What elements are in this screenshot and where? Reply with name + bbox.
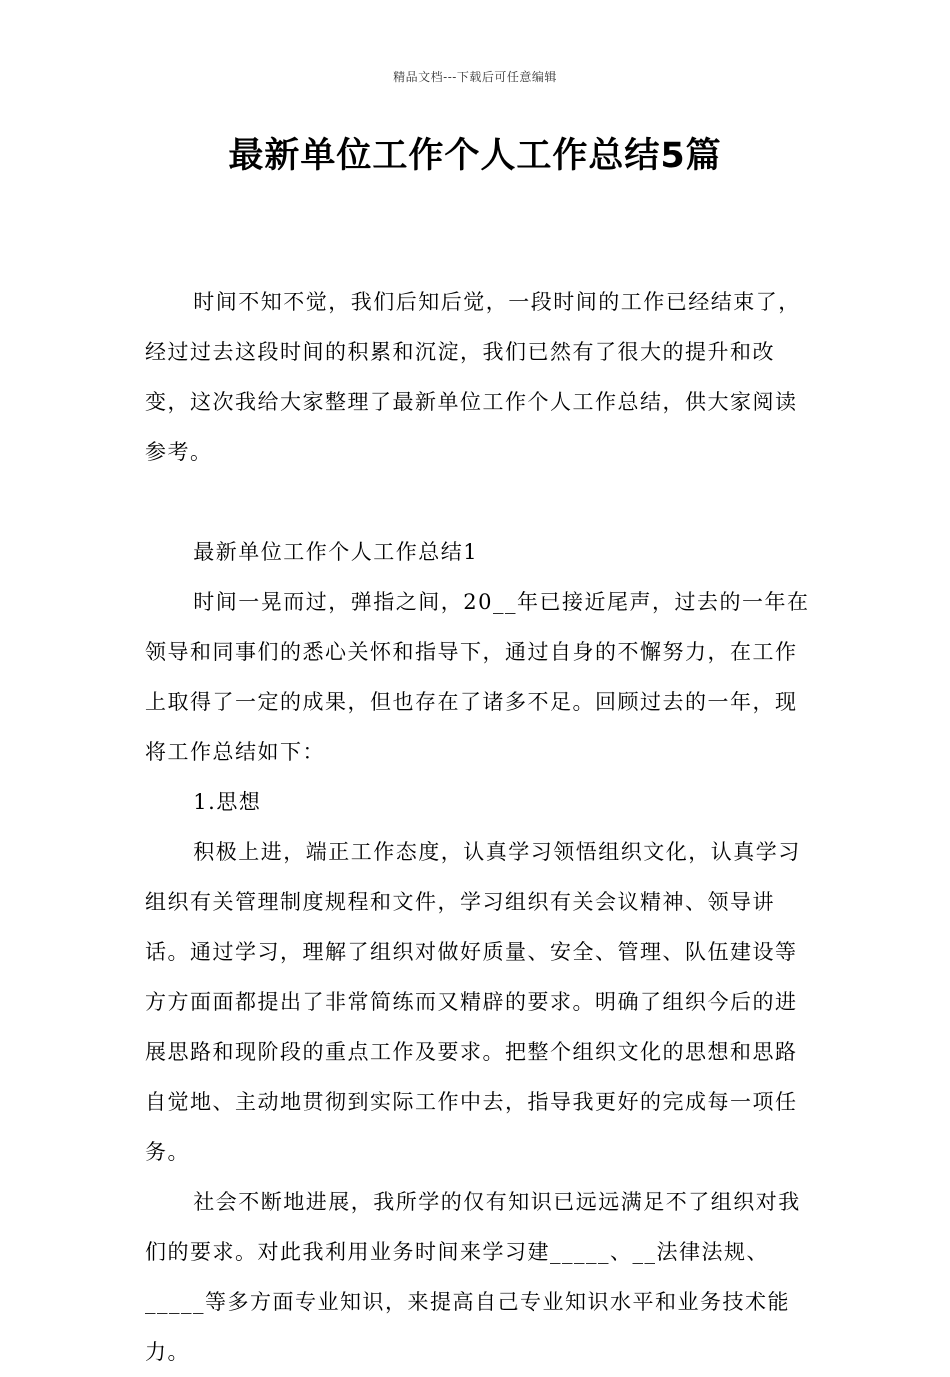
document-body bbox=[145, 277, 815, 1377]
item-paragraph: 社会不断地进展，我所学的仅有知识已远远满足不了组织对我们的要求。对此我利用业务时间来学习建_____、__法律法规、_____等多方面专业知识，来提高自己专业知识水平和业务技术能力。 bbox=[145, 1190, 801, 1364]
intro-paragraph: 时间不知不觉，我们后知后觉，一段时间的工作已经结束了，经过过去这段时间的积累和沉淀，我们已然有了很大的提升和改变，这次我给大家整理了最新单位工作个人工作总结，供大家阅读参考。 bbox=[145, 290, 801, 464]
section-paragraph: 时间一晃而过，弹指之间，20__年已接近尾声，过去的一年在领导和同事们的悉心关怀和指导下，通过自身的不懈努力，在工作上取得了一定的成果，但也存在了诸多不足。回顾过去的一年，现将工作总结如下： bbox=[145, 590, 810, 764]
item-paragraph: 积极上进，端正工作态度，认真学习领悟组织文化，认真学习组织有关管理制度规程和文件，学习组织有关会议精神、领导讲话。通过学习，理解了组织对做好质量、安全、管理、队伍建设等方方面面都提出了非常简练而又精辟的要求。明确了组织今后的进展思路和现阶段的重点工作及要求。把整个组织文化的思想和思路自觉地、主动地贯彻到实际工作中去，指导我更好的完成每一项任务。 bbox=[145, 840, 801, 1164]
section-heading: 最新单位工作个人工作总结1 bbox=[193, 540, 479, 564]
item-heading: 1.思想 bbox=[193, 790, 262, 814]
document-title: 最新单位工作个人工作总结5篇 bbox=[228, 136, 722, 176]
header-note: 精品文档---下载后可任意编辑 bbox=[393, 70, 557, 84]
